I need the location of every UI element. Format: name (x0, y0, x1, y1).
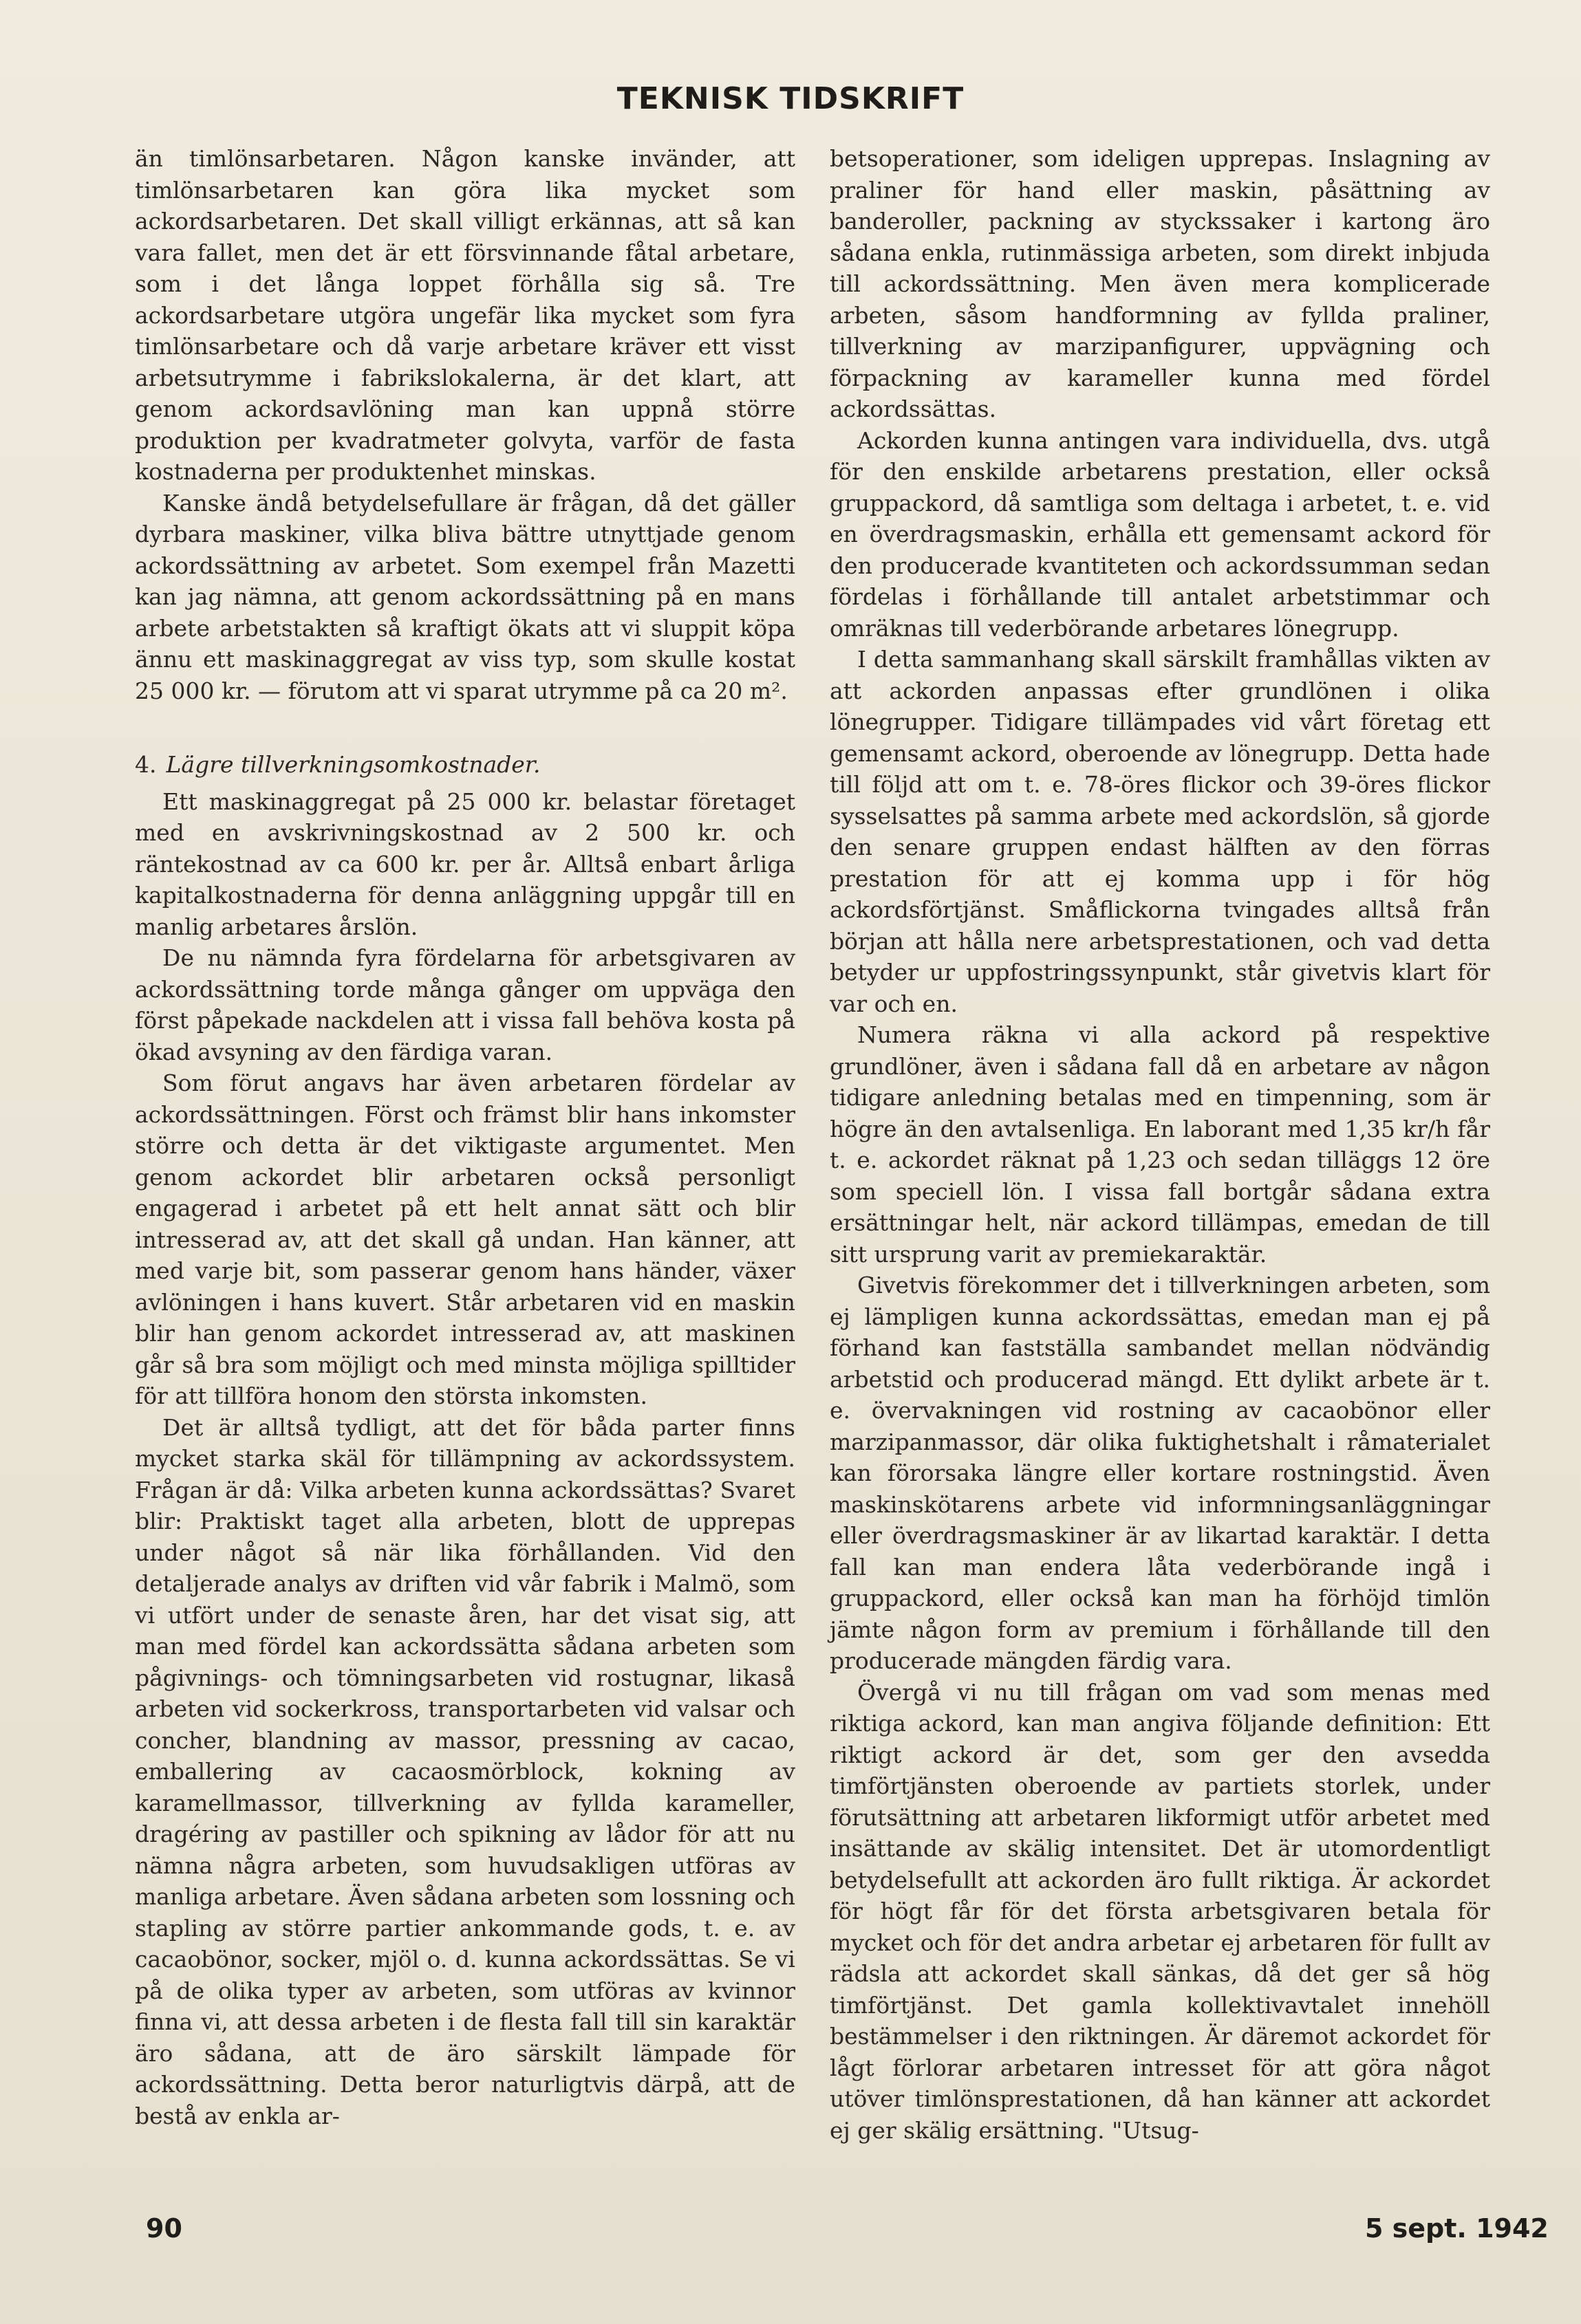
section-number: 4. (135, 751, 157, 778)
left-column (135, 143, 795, 2179)
section-heading (135, 749, 795, 781)
right-column (830, 143, 1490, 2179)
paragraph: Övergå vi nu till frågan om vad som menas med riktiga ackord, kan man angiva följande definition: Ett riktigt ackord är det, som ger den avsedda timförtjänsten oberoende av partiets storlek, under förutsättning att arbetaren likformigt utför arbetet med insättande av skälig intensitet. Det är utomordentligt betydelsefullt att ackorden äro fullt riktiga. Är ackordet för högt får för det första arbetsgivaren betala för mycket och för det andra arbetar ej arbetaren för fullt av rädsla att ackordet skall sänkas, då det ger så hög timförtjänst. Det gamla kollektivavtalet innehöll bestämmelser i den riktningen. Är däremot ackordet för lågt förlorar arbetaren intresset för att göra något utöver timlönsprestationen, då han känner att ackordet ej ger skälig ersättning. "Utsug- (830, 1678, 1490, 2144)
journal-title: TEKNISK TIDSKRIFT (616, 81, 965, 116)
paragraph: Numera räkna vi alla ackord på respektive grundlöner, även i sådana fall då en arbetare av någon tidigare anledning betalas med en timpenning, som är högre än den avtalsenliga. En laborant med 1,35 kr/h får t. e. ackordet räknat på 1,23 och sedan tilläggs 12 öre som speciell lön. I vissa fall bortgår sådana extra ersättningar helt, när ackord tillämpas, emedan de till sitt ursprung varit av premiekaraktär. (830, 1021, 1490, 1268)
section-title: Lägre tillverkningsomkostnader. (166, 751, 541, 778)
paragraph: betsoperationer, som ideligen upprepas. Inslagning av praliner för hand eller maskin, påsättning av banderoller, packning av styckssaker i kartong äro sådana enkla, rutinmässiga arbeten, som direkt inbjuda till ackordssättning. Men även mera komplicerade arbeten, såsom handformning av fyllda praliner, tillverkning av marzipanfigurer, uppvägning och förpackning av karameller kunna med fördel ackordssättas. (830, 145, 1490, 422)
paragraph: än timlönsarbetaren. Någon kanske invänder, att timlönsarbetaren kan göra lika mycket som ackordsarbetaren. Det skall villigt erkännas, att så kan vara fallet, men det är ett försvinnande fåtal arbetare, som i det långa loppet förhålla sig så. Tre ackordsarbetare utgöra ungefär lika mycket som fyra timlönsarbetare och då varje arbetare kräver ett visst arbetsutrymme i fabrikslokalerna, är det klart, att genom ackordsavlöning man kan uppnå större produktion per kvadratmeter golvyta, varför de fasta kostnaderna per produktenhet minskas. (135, 145, 795, 485)
paragraph: De nu nämnda fyra fördelarna för arbetsgivaren av ackordssättning torde många gånger om uppväga den först påpekade nackdelen att i vissa fall behöva kosta på ökad avsyning av den färdiga varan. (135, 944, 795, 1065)
issue-date: 5 sept. 1942 (1365, 2213, 1549, 2244)
paragraph: I detta sammanhang skall särskilt framhållas vikten av att ackorden anpassas efter grundlönen i olika lönegrupper. Tidigare tillämpades vid vårt företag ett gemensamt ackord, oberoende av lönegrupp. Detta hade till följd att om t. e. 78-öres flickor och 39-öres flickor sysselsattes på samma arbete med ackordslön, så gjorde den senare gruppen endast hälften av den förras prestation för att ej komma upp i för hög ackordsförtjänst. Småflickorna tvingades alltså från början att hålla nere arbetsprestationen, och vad detta betyder ur uppfostringssynpunkt, står givetvis klart för var och en. (830, 646, 1490, 1017)
page-number: 90 (146, 2213, 182, 2244)
paragraph: Ett maskinaggregat på 25 000 kr. belastar företaget med en avskrivningskostnad av 2 500 kr. och räntekostnad av ca 600 kr. per år. Alltså enbart årliga kapitalkostnaderna för denna anläggning uppgår till en manlig arbetares årslön. (135, 788, 795, 940)
paragraph: Som förut angavs har även arbetaren fördelar av ackordssättningen. Först och främst blir hans inkomster större och detta är det viktigaste argumentet. Men genom ackordet blir arbetaren också personligt engagerad i arbetet på ett helt annat sätt och blir intresserad av, att det skall gå undan. Han känner, att med varje bit, som passerar genom hans händer, växer avlöningen i hans kuvert. Står arbetaren vid en maskin blir han genom ackordet intresserad av, att maskinen går så bra som möjligt och med minsta möjliga spilltider för att tillföra honom den största inkomsten. (135, 1069, 795, 1409)
paragraph: Det är alltså tydligt, att det för båda parter finns mycket starka skäl för tillämpning av ackordssystem. Frågan är då: Vilka arbeten kunna ackordssättas? Svaret blir: Praktiskt taget alla arbeten, blott de upprepas under något så när lika förhållanden. Vid den detaljerade analys av driften vid vår fabrik i Malmö, som vi utfört under de senaste åren, har det visat sig, att man med fördel kan ackordssätta sådana arbeten som pågivnings- och tömningsarbeten vid rostugnar, likaså arbeten vid sockerkross, transportarbeten vid valsar och concher, blandning av massor, pressning av cacao, emballering av cacaosmörblock, kokning av karamellmassor, tillverkning av fyllda karameller, dragéring av pastiller och spikning av lådor för att nu nämna några arbeten, som huvudsakligen utföras av manliga arbetare. Även sådana arbeten som lossning och stapling av större partier ankommande gods, t. e. av cacaobönor, socker, mjöl o. d. kunna ackordssättas. Se vi på de olika typer av arbeten, som utföras av kvinnor finna vi, att dessa arbeten i de flesta fall till sin karaktär äro sådana, att de äro särskilt lämpade för ackordssättning. Detta beror naturligtvis därpå, att de bestå av enkla ar- (135, 1413, 795, 2129)
paragraph: Kanske ändå betydelsefullare är frågan, då det gäller dyrbara maskiner, vilka bliva bättre utnyttjade genom ackordssättning av arbetet. Som exempel från Mazetti kan jag nämna, att genom ackordssättning på en mans arbete arbetstakten så kraftigt ökats att vi sluppit köpa ännu ett maskinaggregat av viss typ, som skulle kostat 25 000 kr. — förutom att vi sparat utrymme på ca 20 m². (135, 489, 795, 704)
paragraph: Ackorden kunna antingen vara individuella, dvs. utgå för den enskilde arbetarens prestation, eller också gruppackord, då samtliga som deltaga i arbetet, t. e. vid en överdragsmaskin, erhålla ett gemensamt ackord för den producerade kvantiteten och ackordssumman sedan fördelas i förhållande till antalet arbetstimmar och omräknas till vederbörande arbetares lönegrupp. (830, 426, 1490, 642)
paragraph: Givetvis förekommer det i tillverkningen arbeten, som ej lämpligen kunna ackordssättas, emedan man ej på förhand kan fastställa sambandet mellan nödvändig arbetstid och producerad mängd. Ett dylikt arbete är t. e. övervakningen vid rostning av cacaobönor eller marzipanmassor, där olika fuktighetshalt i råmaterialet kan förorsaka längre eller kortare rostningstid. Även maskinskötarens arbete vid informningsanläggningar eller överdragsmaskiner är av likartad karaktär. I detta fall kan man endera låta vederbörande ingå i gruppackord, eller också kan man ha förhöjd timlön jämte någon form av premium i förhållande till den producerade mängden färdig vara. (830, 1272, 1490, 1674)
